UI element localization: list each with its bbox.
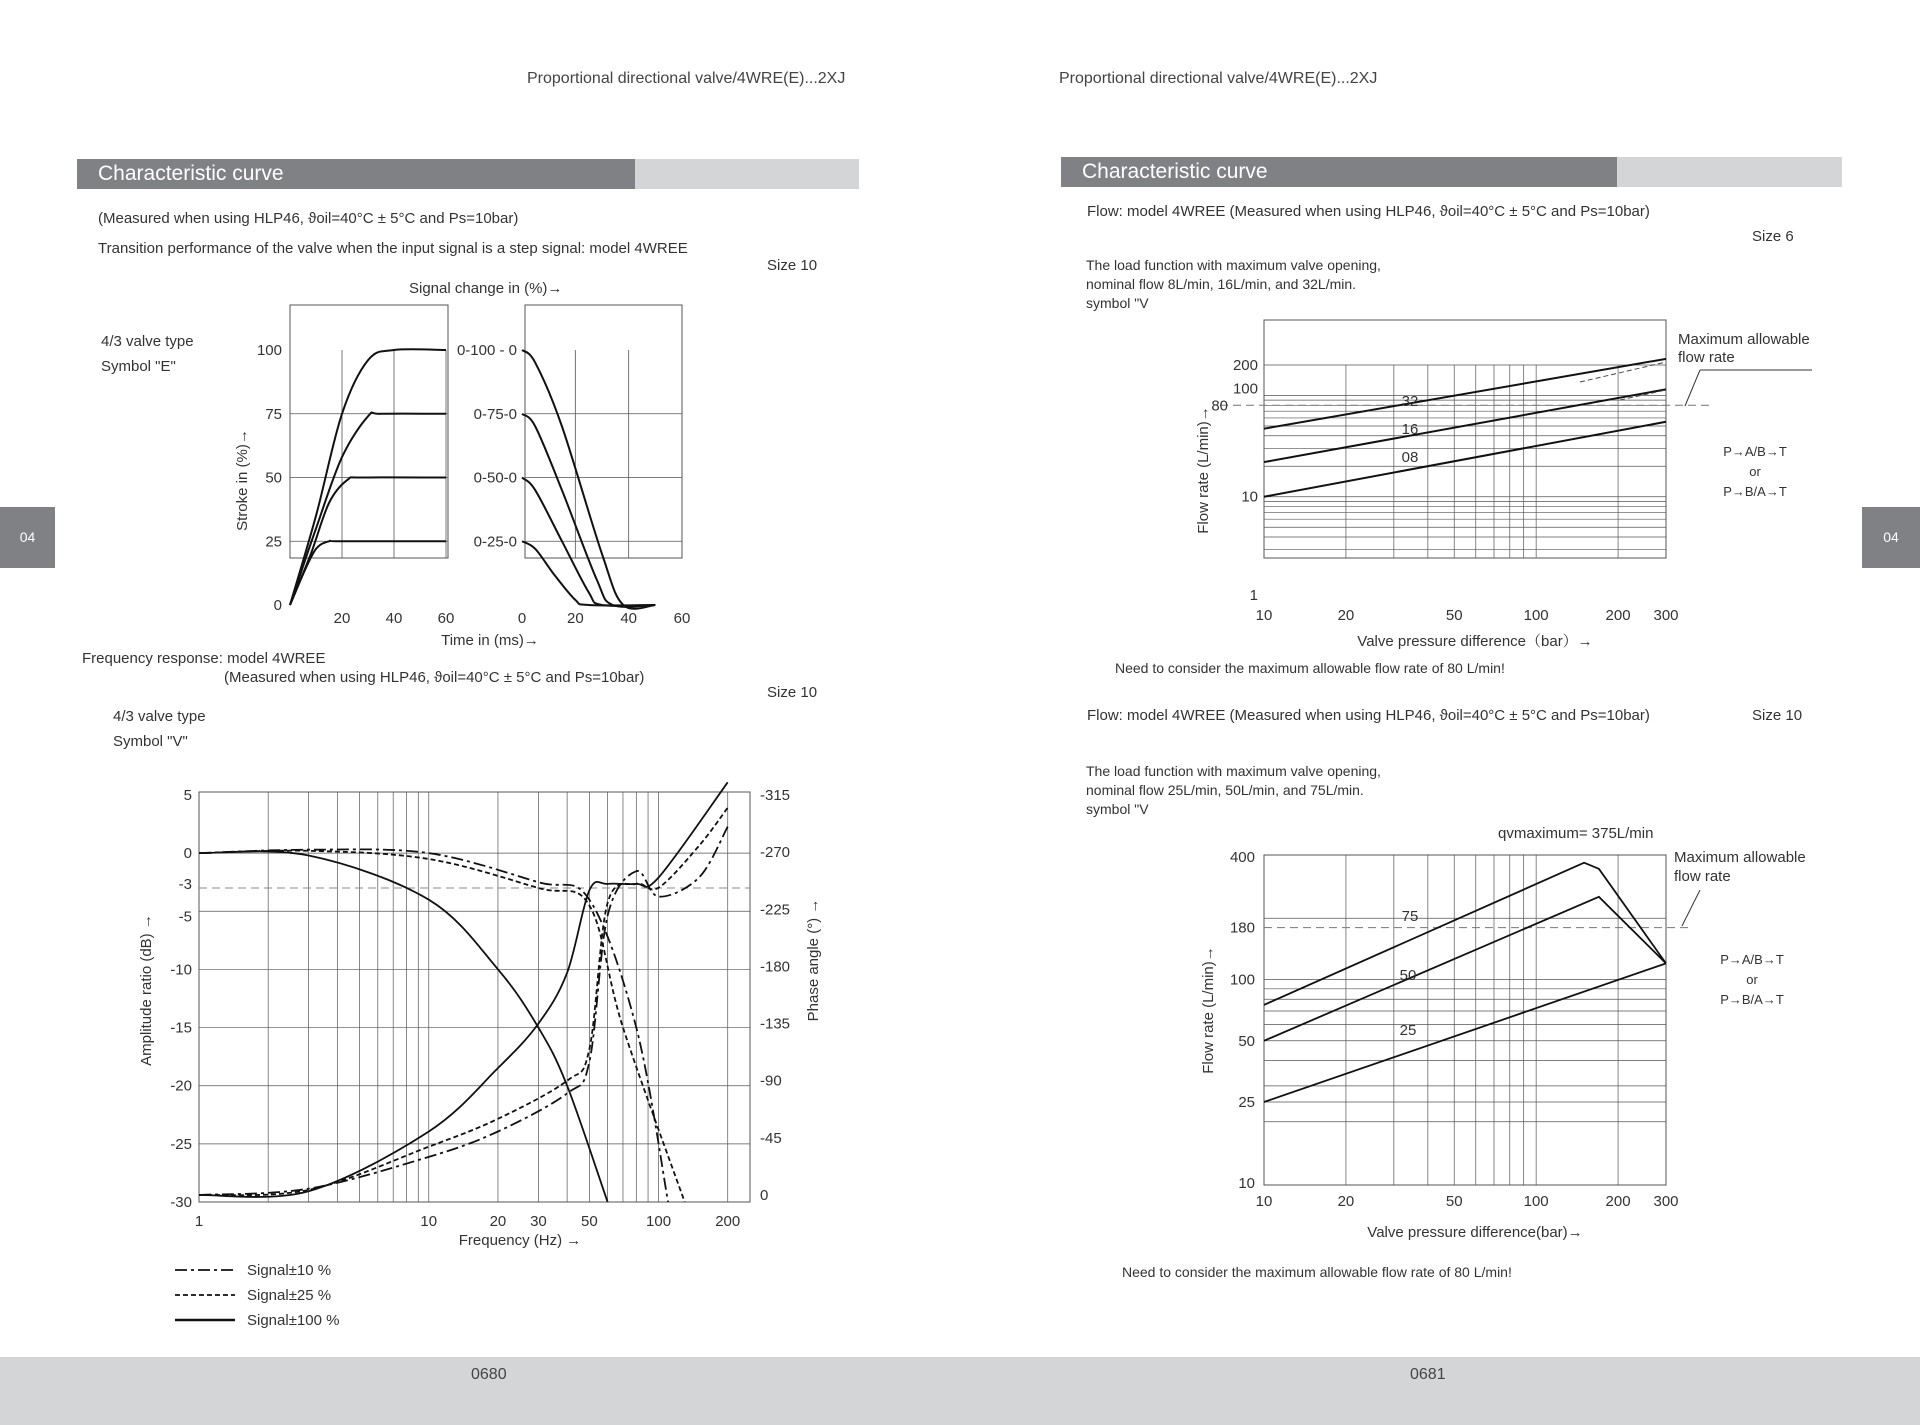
max-allowable-label: Maximum allowable bbox=[1674, 849, 1806, 866]
page-number-left: 0680 bbox=[471, 1366, 507, 1383]
max-allowable-label: Maximum allowable bbox=[1678, 331, 1810, 348]
frequency-title: Frequency response: model 4WREE bbox=[82, 650, 326, 667]
x-tick-label: 10 bbox=[420, 1213, 438, 1230]
y-tick-label: -30 bbox=[170, 1194, 192, 1211]
max-allowable-leader bbox=[1682, 890, 1700, 926]
y-tick-label: 100 bbox=[1232, 380, 1258, 398]
x-tick-label: 100 bbox=[1523, 607, 1549, 624]
load10-line1: The load function with maximum valve opening, bbox=[1086, 763, 1381, 779]
y-tick-label: 100 bbox=[1229, 971, 1255, 989]
page-header-left: Proportional directional valve/4WRE(E)...2XJ bbox=[527, 70, 846, 87]
y-axis-label: Flow rate (L/min)→ bbox=[1200, 946, 1217, 1074]
y-tick-label: -5 bbox=[178, 908, 192, 926]
y-tick-label: 50 bbox=[1238, 1032, 1255, 1050]
section-title-right: Characteristic curve bbox=[1061, 157, 1617, 187]
y-tick-label: -20 bbox=[170, 1077, 192, 1095]
y-tick-label: 100 bbox=[256, 342, 282, 359]
flow-path-label: or bbox=[1746, 972, 1758, 987]
x-tick-label: 200 bbox=[715, 1213, 741, 1230]
frequency-valve-type: 4/3 valve type bbox=[113, 708, 206, 725]
x-tick-label: 20 bbox=[1337, 607, 1355, 624]
y-tick-label: 10 bbox=[1241, 488, 1258, 506]
load6-line1: The load function with maximum valve opening, bbox=[1086, 257, 1381, 273]
x-tick-label: 40 bbox=[385, 610, 403, 627]
x-tick-label: 30 bbox=[530, 1213, 547, 1230]
note-size6: Need to consider the maximum allowable flow rate of 80 L/min! bbox=[1115, 660, 1505, 676]
y-tick-label: -15 bbox=[170, 1019, 192, 1037]
max-allowable-label: flow rate bbox=[1678, 349, 1735, 366]
page-header-right: Proportional directional valve/4WRE(E)...2XJ bbox=[1059, 70, 1378, 87]
x-tick-label: 1 bbox=[194, 1213, 204, 1230]
x-tick-label: 50 bbox=[1445, 607, 1463, 624]
y-tick-label: -10 bbox=[170, 961, 192, 979]
flow-path-label: P→B/A→T bbox=[1723, 484, 1787, 499]
y-tick-label: 50 bbox=[265, 469, 282, 487]
load6-line2: nominal flow 8L/min, 16L/min, and 32L/min. bbox=[1086, 276, 1357, 292]
symbol-e: Symbol "E" bbox=[101, 358, 176, 375]
x-tick-label: 200 bbox=[1605, 1193, 1631, 1210]
x-tick-label: 50 bbox=[1445, 1193, 1463, 1210]
x-tick-label: 50 bbox=[581, 1213, 598, 1230]
y-axis-label: Flow rate (L/min)→ bbox=[1195, 406, 1212, 534]
curve-label: 08 bbox=[1401, 449, 1419, 466]
legend-label: Signal±10 % bbox=[247, 1262, 332, 1279]
x-tick-label: 100 bbox=[1523, 1193, 1549, 1210]
signal-change-label: Signal change in (%)→ bbox=[409, 280, 563, 297]
measured-note: (Measured when using HLP46, ϑoil=40°C ± 5°C and Ps=10bar) bbox=[98, 210, 519, 227]
x-axis-label: Frequency (Hz) → bbox=[458, 1232, 582, 1249]
x-tick-label: 40 bbox=[620, 610, 638, 627]
y-tick-label: 0 bbox=[183, 845, 192, 863]
y-tick-label: 0 bbox=[273, 597, 282, 614]
flow-path-label: P→B/A→T bbox=[1720, 992, 1784, 1007]
flow-path-label: P→A/B→T bbox=[1723, 444, 1787, 459]
y-tick-label: 75 bbox=[265, 405, 282, 423]
side-tab-right[interactable]: 04 bbox=[1862, 507, 1920, 568]
legend-label: Signal±25 % bbox=[247, 1287, 332, 1304]
y-tick-label: -3 bbox=[178, 876, 192, 894]
series-line bbox=[1264, 963, 1666, 1102]
curve-label: 0-75-0 bbox=[473, 405, 517, 423]
y2-tick-label: -90 bbox=[760, 1072, 782, 1090]
x-axis-label: Valve pressure difference（bar）→ bbox=[1357, 633, 1593, 650]
transition-title: Transition performance of the valve when the input signal is a step signal: model 4WREE bbox=[98, 240, 688, 257]
size-label: Size 10 bbox=[767, 257, 818, 274]
x-tick-label: 300 bbox=[1653, 1193, 1679, 1210]
x-tick-label: 10 bbox=[1255, 1193, 1273, 1210]
x-axis-label: Valve pressure difference(bar)→ bbox=[1367, 1224, 1583, 1241]
y2-tick-label: -270 bbox=[760, 844, 791, 862]
symbol-v: Symbol "V" bbox=[113, 733, 188, 750]
x-tick-label: 200 bbox=[1605, 607, 1631, 624]
section-title-left: Characteristic curve bbox=[77, 159, 635, 189]
frequency-size: Size 10 bbox=[767, 684, 818, 701]
side-tab-left[interactable]: 04 bbox=[0, 507, 55, 568]
load10-line2: nominal flow 25L/min, 50L/min, and 75L/min. bbox=[1086, 782, 1364, 798]
curve-label: 32 bbox=[1401, 393, 1419, 410]
y-tick-label: 1 bbox=[1249, 587, 1258, 604]
y2-axis-label: Phase angle (°) → bbox=[805, 898, 822, 1022]
x-tick-label: 20 bbox=[566, 610, 584, 627]
x-tick-label: 0 bbox=[517, 610, 527, 627]
y2-tick-label: -225 bbox=[760, 901, 791, 919]
load10-line3: symbol "V bbox=[1086, 801, 1149, 817]
x-tick-label: 100 bbox=[646, 1213, 672, 1230]
y-tick-label: -25 bbox=[170, 1135, 192, 1153]
x-tick-label: 60 bbox=[673, 610, 691, 627]
curve-label: 75 bbox=[1401, 908, 1419, 925]
x-tick-label: 10 bbox=[1255, 607, 1273, 624]
y-tick-label: 25 bbox=[265, 533, 282, 551]
y2-tick-label: 0 bbox=[760, 1187, 769, 1204]
y-tick-label: 25 bbox=[1238, 1094, 1255, 1112]
x-tick-label: 300 bbox=[1653, 607, 1679, 624]
load6-line3: symbol "V bbox=[1086, 295, 1149, 311]
flow-path-label: P→A/B→T bbox=[1720, 952, 1784, 967]
y2-tick-label: -45 bbox=[760, 1129, 782, 1147]
y-tick-label: 5 bbox=[183, 787, 192, 804]
x-tick-label: 20 bbox=[333, 610, 351, 627]
y2-tick-label: -180 bbox=[760, 958, 791, 976]
y-tick-label: 180 bbox=[1229, 919, 1255, 937]
legend-label: Signal±100 % bbox=[247, 1312, 340, 1329]
x-axis-label: Time in (ms)→ bbox=[441, 632, 539, 649]
x-tick-label: 60 bbox=[437, 610, 455, 627]
curve-label: 0-50-0 bbox=[473, 469, 517, 487]
flow-size10-title: Flow: model 4WREE (Measured when using HLP46, ϑoil=40°C ± 5°C and Ps=10bar) bbox=[1087, 707, 1650, 724]
note-size10: Need to consider the maximum allowable flow rate of 80 L/min! bbox=[1122, 1264, 1512, 1280]
valve-type: 4/3 valve type bbox=[101, 333, 194, 350]
y-tick-label: 200 bbox=[1232, 357, 1258, 374]
x-tick-label: 20 bbox=[1337, 1193, 1355, 1210]
y-tick-label: 10 bbox=[1238, 1175, 1255, 1192]
size6-label: Size 6 bbox=[1752, 228, 1794, 245]
qv-max-label: qvmaximum= 375L/min bbox=[1498, 825, 1654, 842]
y-tick-label: 400 bbox=[1229, 849, 1255, 866]
curve-label: 25 bbox=[1399, 1022, 1417, 1039]
curve-label: 16 bbox=[1401, 421, 1419, 438]
flow-size6-title: Flow: model 4WREE (Measured when using HLP46, ϑoil=40°C ± 5°C and Ps=10bar) bbox=[1087, 203, 1650, 220]
size10-label: Size 10 bbox=[1752, 707, 1803, 724]
flow-path-label: or bbox=[1749, 464, 1761, 479]
y2-tick-label: -315 bbox=[760, 787, 791, 804]
y-axis-label: Stroke in (%)→ bbox=[234, 429, 251, 531]
curve-label: 0-25-0 bbox=[473, 533, 517, 551]
max-allowable-label: flow rate bbox=[1674, 868, 1731, 885]
y-tick-label: 80 bbox=[1211, 397, 1228, 415]
y-axis-label: Amplitude ratio (dB) → bbox=[138, 914, 155, 1066]
curve-label: 0-100 - 0 bbox=[456, 342, 517, 359]
page-number-right: 0681 bbox=[1410, 1366, 1446, 1383]
frequency-measured: (Measured when using HLP46, ϑoil=40°C ± 5°C and Ps=10bar) bbox=[224, 669, 645, 686]
x-tick-label: 20 bbox=[489, 1213, 507, 1230]
y2-tick-label: -135 bbox=[760, 1015, 791, 1033]
curve-label: 50 bbox=[1399, 967, 1417, 984]
